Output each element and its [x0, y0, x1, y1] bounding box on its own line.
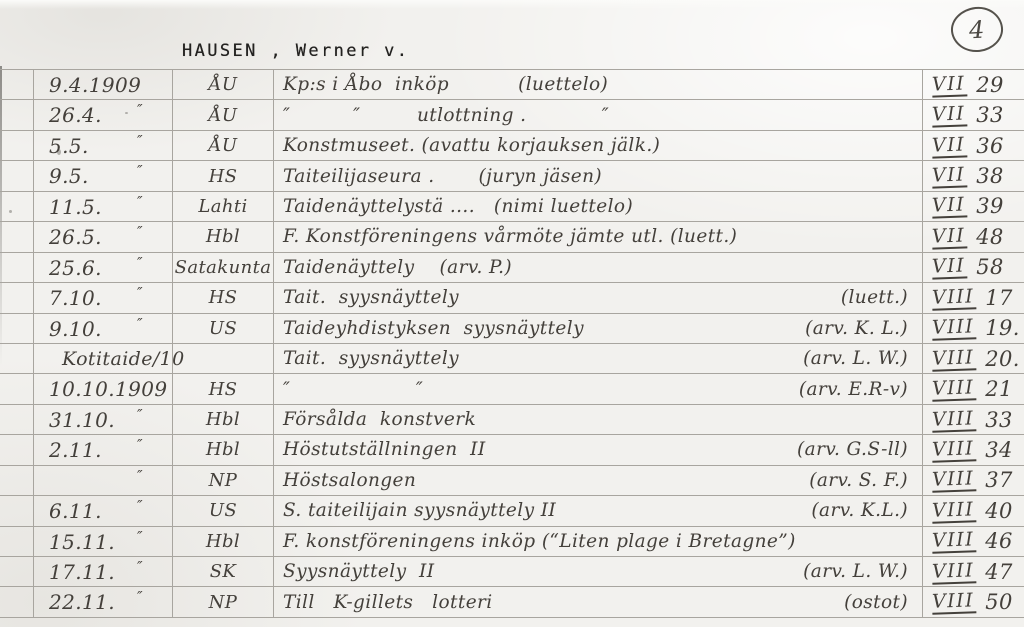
date-cell [33, 587, 172, 616]
source-cell [172, 344, 273, 373]
source-abbr: ÅU [208, 74, 238, 96]
margin-cell [0, 587, 33, 616]
source-abbr: ÅU [208, 104, 238, 126]
entry-description: Höstutställningen II [283, 439, 486, 461]
table-row [0, 253, 1024, 283]
entry-date: 26.4. [49, 103, 102, 128]
margin-cell [0, 466, 33, 495]
date-cell [33, 527, 172, 556]
date-cell [33, 374, 172, 403]
reference-cell [922, 435, 1024, 464]
ref-page: 33 [976, 103, 1004, 128]
ditto-mark: ″ [137, 162, 144, 181]
ditto-mark: ″ [137, 101, 144, 120]
margin-cell [0, 496, 33, 525]
source-abbr: US [208, 500, 238, 522]
reference-cell [922, 161, 1024, 190]
reference-cell [922, 100, 1024, 129]
description-cell [273, 587, 922, 616]
entry-date: 10.10.1909 [49, 377, 168, 402]
description-cell [273, 253, 922, 282]
ref-volume: VIII [932, 529, 977, 555]
ditto-mark: ″ [137, 405, 144, 424]
ditto-mark: ″ [137, 466, 144, 485]
table-row [0, 405, 1024, 435]
source-cell [172, 496, 273, 525]
margin-cell [0, 253, 33, 282]
reference-cell [922, 253, 1024, 282]
source-cell [172, 192, 273, 221]
entry-description: F. konstföreningens inköp (“Liten plage i Bretagne”) [283, 530, 796, 552]
ditto-mark: ″ [137, 527, 144, 546]
ditto-mark: ″ [137, 223, 144, 242]
entry-description: Försålda konstverk [283, 409, 477, 431]
ref-page: 20. [985, 346, 1020, 371]
margin-cell [0, 100, 33, 129]
description-cell [273, 344, 922, 373]
ditto-mark: ″ [137, 253, 144, 272]
table-row [0, 70, 1024, 100]
entry-description: ″ ″ utlottning . ″ [283, 104, 610, 126]
ref-page: 17 [985, 285, 1013, 310]
entry-note: (arv. E.R-v) [798, 378, 908, 400]
source-cell [172, 374, 273, 403]
ref-page: 48 [976, 224, 1004, 249]
description-cell [273, 314, 922, 343]
description-cell [273, 283, 922, 312]
description-cell [273, 100, 922, 129]
ditto-mark: ″ [137, 588, 144, 607]
reference-cell [922, 374, 1024, 403]
margin-cell [0, 161, 33, 190]
reference-cell [922, 344, 1024, 373]
ref-page: 34 [985, 437, 1013, 462]
table-row [0, 344, 1024, 374]
ref-volume: VIII [932, 315, 977, 341]
margin-cell [0, 283, 33, 312]
entry-description: S. taiteilijain syysnäyttely II [283, 500, 557, 522]
reference-cell [922, 131, 1024, 160]
date-cell [33, 557, 172, 586]
source-abbr: Hbl [205, 530, 241, 552]
entry-date: 9.5. [49, 164, 89, 189]
date-cell [33, 161, 172, 190]
reference-cell [922, 557, 1024, 586]
source-abbr: Hbl [205, 409, 241, 431]
ditto-mark: ″ [137, 558, 144, 576]
ditto-mark: ″ [137, 192, 144, 211]
ref-volume: VII [932, 72, 968, 97]
source-abbr: SK [209, 561, 237, 583]
table-row [0, 222, 1024, 252]
reference-cell [922, 283, 1024, 312]
ref-page: 47 [985, 559, 1013, 584]
date-cell [33, 466, 172, 495]
ref-page: 50 [985, 590, 1013, 615]
description-cell [273, 374, 922, 403]
entry-description: Tait. syysnäyttely [283, 348, 459, 370]
entry-date: 22.11. [49, 590, 116, 615]
entry-date: 7.10. [49, 286, 102, 311]
entry-description: Tait. syysnäyttely [283, 287, 459, 309]
entry-date: 25.6. [49, 255, 102, 280]
table-row [0, 557, 1024, 587]
date-cell [33, 405, 172, 434]
ref-page: 58 [976, 255, 1004, 280]
margin-cell [0, 557, 33, 586]
source-cell [172, 405, 273, 434]
source-cell [172, 283, 273, 312]
entry-note: (arv. K.L.) [811, 500, 908, 522]
margin-cell [0, 405, 33, 434]
description-cell [273, 222, 922, 251]
date-cell [33, 70, 172, 99]
page-number: 4 [968, 15, 986, 44]
entry-date: 17.11. [49, 560, 116, 584]
ref-volume: VII [932, 133, 968, 158]
source-abbr: HS [208, 165, 238, 187]
date-cell [33, 344, 185, 373]
ref-volume: VIII [932, 346, 977, 372]
entry-description: Till K-gillets lotteri [283, 591, 493, 613]
source-abbr: Satakunta [174, 256, 272, 278]
source-abbr: Hbl [205, 439, 241, 461]
scan-top-edge [0, 0, 1024, 9]
description-cell [273, 435, 922, 464]
ref-page: 33 [985, 407, 1013, 432]
ref-volume: VIII [932, 589, 977, 615]
reference-cell [922, 192, 1024, 221]
description-cell [273, 557, 922, 586]
margin-cell [0, 527, 33, 556]
margin-cell [0, 374, 33, 403]
entry-date: 31.10. [49, 407, 116, 432]
entry-date: Kotitaide/10 [62, 347, 185, 370]
source-abbr: NP [208, 469, 238, 491]
ref-volume: VII [932, 103, 968, 128]
description-cell [273, 161, 922, 190]
entry-date: 2.11. [49, 438, 102, 463]
date-cell [33, 496, 172, 525]
ditto-mark: ″ [137, 497, 144, 516]
source-cell [172, 527, 273, 556]
entry-date: 11.5. [49, 194, 102, 219]
table-row [0, 131, 1024, 161]
table-row [0, 192, 1024, 222]
reference-cell [922, 527, 1024, 556]
source-cell [172, 100, 273, 129]
entry-date: 26.5. [49, 225, 102, 250]
table-row [0, 587, 1024, 617]
table-row [0, 161, 1024, 191]
entry-date: 9.10. [49, 316, 102, 341]
date-cell [33, 100, 172, 129]
reference-cell [922, 314, 1024, 343]
entry-description: Taideyhdistyksen syysnäyttely [283, 317, 584, 339]
table-row [0, 374, 1024, 404]
ref-page: 37 [985, 468, 1013, 493]
ref-page: 38 [976, 164, 1004, 189]
ref-page: 19. [985, 316, 1020, 341]
table-row [0, 466, 1024, 496]
source-cell [172, 70, 273, 99]
source-cell [172, 557, 273, 586]
date-cell [33, 222, 172, 251]
margin-cell [0, 70, 33, 99]
ditto-mark: ″ [137, 314, 144, 333]
source-abbr: US [208, 317, 238, 339]
margin-cell [0, 222, 33, 251]
reference-cell [922, 70, 1024, 99]
source-cell [172, 131, 273, 160]
ditto-mark: ″ [137, 284, 144, 303]
description-cell [273, 466, 922, 495]
entry-note: (arv. K. L.) [805, 317, 908, 339]
ref-volume: VIII [932, 437, 977, 463]
margin-cell [0, 435, 33, 464]
table-row [0, 314, 1024, 344]
source-cell [172, 587, 273, 616]
card-title: HAUSEN , Werner v. [182, 41, 410, 61]
date-cell [33, 283, 172, 312]
source-abbr: Hbl [205, 226, 241, 248]
ditto-mark: ″ [137, 131, 144, 150]
entry-description: Höstsalongen [283, 469, 417, 491]
source-abbr: NP [208, 591, 238, 613]
entry-description: Syysnäyttely II [283, 561, 435, 583]
description-cell [273, 405, 922, 434]
margin-cell [0, 131, 33, 160]
source-cell [172, 314, 273, 343]
margin-cell [0, 314, 33, 343]
ref-page: 21 [985, 377, 1013, 402]
ref-volume: VIII [932, 376, 977, 402]
ref-volume: VIII [932, 559, 977, 585]
table-row [0, 435, 1024, 465]
entry-date: 9.4.1909 [49, 73, 142, 97]
entry-description: Taidenäyttelystä .... (nimi luettelo) [283, 195, 634, 217]
entry-note: (arv. S. F.) [809, 469, 908, 491]
reference-cell [922, 405, 1024, 434]
date-cell [33, 435, 172, 464]
ref-volume: VIII [932, 468, 977, 494]
date-cell [33, 131, 172, 160]
source-cell [172, 161, 273, 190]
source-abbr: HS [208, 287, 238, 309]
reference-cell [922, 587, 1024, 616]
reference-cell [922, 496, 1024, 525]
page-number-badge [948, 4, 1005, 55]
source-cell [172, 435, 273, 464]
entry-note: (arv. L. W.) [803, 348, 908, 370]
ditto-mark: ″ [137, 436, 144, 455]
source-abbr: HS [208, 378, 238, 400]
ref-page: 40 [985, 498, 1013, 523]
entry-note: (arv. L. W.) [803, 561, 908, 583]
entry-description: ″ ″ [283, 378, 424, 400]
reference-cell [922, 466, 1024, 495]
ref-volume: VII [932, 224, 968, 249]
entry-description: Taidenäyttely (arv. P.) [283, 256, 513, 278]
description-cell [273, 496, 922, 525]
description-cell [273, 131, 922, 160]
entry-date: 15.11. [49, 529, 116, 554]
entries-table [0, 69, 1024, 618]
entry-date: 5.5. [49, 133, 89, 158]
description-cell [273, 527, 922, 556]
description-cell [273, 192, 922, 221]
entry-description: Kp:s i Åbo inköp (luettelo) [283, 74, 609, 96]
ref-page: 46 [985, 529, 1013, 554]
date-cell [33, 253, 172, 282]
reference-cell [922, 222, 1024, 251]
description-cell [273, 70, 922, 99]
entry-note: (arv. G.S-ll) [797, 439, 908, 461]
source-cell [172, 253, 273, 282]
source-abbr: ÅU [208, 135, 238, 157]
ref-volume: VIII [932, 498, 977, 524]
table-row [0, 100, 1024, 130]
entry-note: (ostot) [844, 591, 908, 613]
ref-volume: VIII [932, 285, 977, 311]
table-row [0, 527, 1024, 557]
ref-volume: VII [932, 255, 968, 280]
date-cell [33, 314, 172, 343]
entry-date: 6.11. [49, 499, 102, 524]
margin-cell [0, 192, 33, 221]
ref-volume: VII [932, 194, 968, 219]
entry-description: Taiteilijaseura . (juryn jäsen) [283, 165, 603, 187]
source-cell [172, 466, 273, 495]
margin-cell [0, 344, 33, 373]
source-cell [172, 222, 273, 251]
ref-page: 29 [976, 72, 1004, 97]
ref-page: 36 [976, 133, 1004, 158]
entry-note: (luett.) [840, 287, 908, 309]
entry-description: F. Konstföreningens vårmöte jämte utl. (luett.) [283, 226, 738, 248]
table-row [0, 496, 1024, 526]
entry-description: Konstmuseet. (avattu korjauksen jälk.) [283, 135, 661, 157]
table-row [0, 283, 1024, 313]
source-abbr: Lahti [198, 195, 248, 217]
ref-volume: VIII [932, 407, 977, 433]
ref-page: 39 [976, 194, 1004, 219]
ref-volume: VII [932, 163, 968, 188]
date-cell [33, 192, 172, 221]
